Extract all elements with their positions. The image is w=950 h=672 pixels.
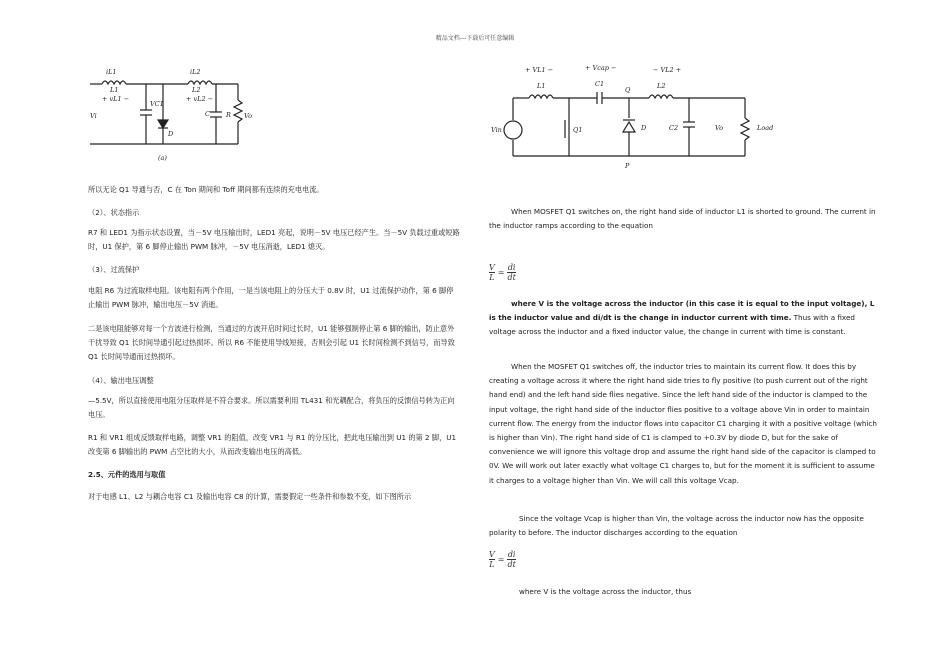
right-paragraph-2-rest: Thus with a fixed voltage across the inductor and a fixed inductor value, the change in current with time is constant.: [489, 313, 855, 337]
label-c: C: [205, 110, 210, 118]
label-vl2: − VL2 +: [653, 66, 682, 74]
cuk-converter-figure-a: [88, 60, 268, 165]
label-vin: Vin: [491, 126, 502, 134]
label-l1: L1: [537, 82, 546, 90]
right-paragraph-4: Since the voltage Vcap is higher than Vin, the voltage across the inductor now has the opposite polarity to before. The inductor discharges according to the equation: [489, 514, 864, 538]
left-paragraph-1: 所以无论 Q1 导通与否，C 在 Ton 期间和 Toff 期间都有连续的充电电流。: [88, 185, 324, 194]
label-l1: L1: [110, 86, 119, 94]
eq1-lhs-num: V: [489, 263, 495, 272]
equation-1: V L = di dt: [489, 263, 516, 282]
left-paragraph-7: 对于电感 L1、L2 与耦合电容 C1 及输出电容 C8 的计算，需要假定一些条件和参数不变，如下图所示: [88, 492, 412, 501]
eq1-rhs-den: dt: [507, 273, 516, 282]
eq2-lhs-den: L: [489, 560, 495, 569]
label-vi: Vi: [90, 112, 97, 120]
label-c1: C1: [595, 80, 605, 88]
left-paragraph-3: 电阻 R6 为过流取样电阻。该电阻有两个作用，一是当该电阻上的分压大于 0.8V 时，U1 过流保护动作，第 6 脚停止输出 PWM 脉冲，输出电压－5V 消逝。: [88, 286, 454, 310]
left-paragraph-4: 二是该电阻能够对每一个方波进行检测，当通过的方波开启时间过长时，U1 能够强制停止第 6 脚的输出，防止意外干扰导致 Q1 长时间导通引起过热损坏。所以 R6 不能使用导线短接，否则会引起 U1 长时间检测不到信号，而导致 Q1 长时间导通而过热损坏。: [88, 324, 455, 362]
left-section-3-heading: （3）、过流保护: [88, 265, 140, 274]
label-c2: C2: [669, 124, 679, 132]
eq2-rhs-den: dt: [507, 560, 516, 569]
label-vo: Vo: [715, 124, 724, 132]
label-load: Load: [757, 124, 774, 132]
label-il2: iL2: [190, 68, 201, 76]
label-vo: Vo: [244, 112, 253, 120]
left-paragraph-5: —5.5V，所以直接使用电阻分压取样是不符合要求。所以需要利用 TL431 和光耦配合，将负压的反馈信号转为正向电压。: [88, 396, 455, 420]
left-section-2-heading: （2）、状态指示: [88, 208, 140, 217]
label-d: D: [641, 124, 647, 132]
right-paragraph-5: where V is the voltage across the inductor, thus: [519, 587, 692, 596]
equation-2: V L = di dt: [489, 550, 516, 569]
left-paragraph-6: R1 和 VR1 组成反馈取样电路，调整 VR1 的阻值，改变 VR1 与 R1 的分压比，把此电压输出到 U1 的第 2 脚，U1 改变第 6 脚输出的 PWM 占空比的大小，从而改变输出电压的高低。: [88, 433, 457, 457]
right-paragraph-1: When MOSFET Q1 switches on, the right hand side of inductor L1 is shorted to ground. The current in the inductor ramps according to the equation: [489, 207, 876, 231]
right-paragraph-2: [489, 297, 881, 340]
left-section-25-heading: 2.5、元件的选用与取值: [88, 470, 166, 479]
label-vl1: + VL1 −: [525, 66, 554, 74]
eq2-lhs-num: V: [489, 550, 495, 559]
label-l2: L2: [657, 82, 666, 90]
right-paragraph-3: When the MOSFET Q1 switches off, the inductor tries to maintain its current flow. It does this by creating a voltage across it where the right hand side tries to fly positive (to push current out of the right hand end) and the left hand side flies negative. Since the left hand side of the inductor is clamped to the input voltage, the right hand side of the inductor flies positive to a voltage above Vin in order to maintain current flow. The energy from the inductor flows into capacitor C1 charging it with a positive voltage (which is higher than Vin). The right hand side of C1 is clamped to +0.3V by diode D, but for the sake of convenience we will ignore this voltage drop and assume the right hand side of the capacitor is clamped to 0V. We will work out later exactly what voltage C1 charges to, but for the moment it is sufficient to assume it charges to a voltage higher than Vin. We will call this voltage Vcap.: [489, 362, 877, 485]
label-q1: Q1: [573, 126, 583, 134]
eq1-lhs-den: L: [489, 273, 495, 282]
label-q: Q: [625, 86, 631, 94]
label-vc1: VC1: [150, 100, 164, 108]
label-p: P: [625, 162, 630, 170]
label-il1: iL1: [106, 68, 117, 76]
label-r: R: [226, 111, 231, 119]
eq2-rhs-num: di: [507, 550, 516, 559]
label-vl2: + vL2 −: [186, 95, 214, 103]
page-header: 精品文档---下载后可任意编辑: [435, 35, 515, 42]
figure-caption: (a): [158, 154, 167, 162]
eq1-rhs-num: di: [507, 263, 516, 272]
left-paragraph-2: R7 和 LED1 为指示状态设置，当－5V 电压输出时，LED1 亮起，说明－5V 电压已经产生。当－5V 负载过重或短路时，U1 保护，第 6 脚停止输出 PWM 脉冲，－5V 电压消逝，LED1 熄灭。: [88, 228, 460, 252]
sepic-circuit-figure: [489, 60, 809, 172]
right-paragraph-2-bold: where V is the voltage across the inductor (in this case it is equal to the input voltage), L is the inductor value and di/dt is the change in inductor current with time.: [489, 299, 875, 323]
label-vl1: + vL1 −: [102, 95, 130, 103]
left-section-4-heading: （4）、输出电压调整: [88, 376, 154, 385]
label-d: D: [168, 130, 174, 138]
label-vcap: + Vcap −: [585, 64, 617, 72]
label-l2: L2: [192, 86, 201, 94]
